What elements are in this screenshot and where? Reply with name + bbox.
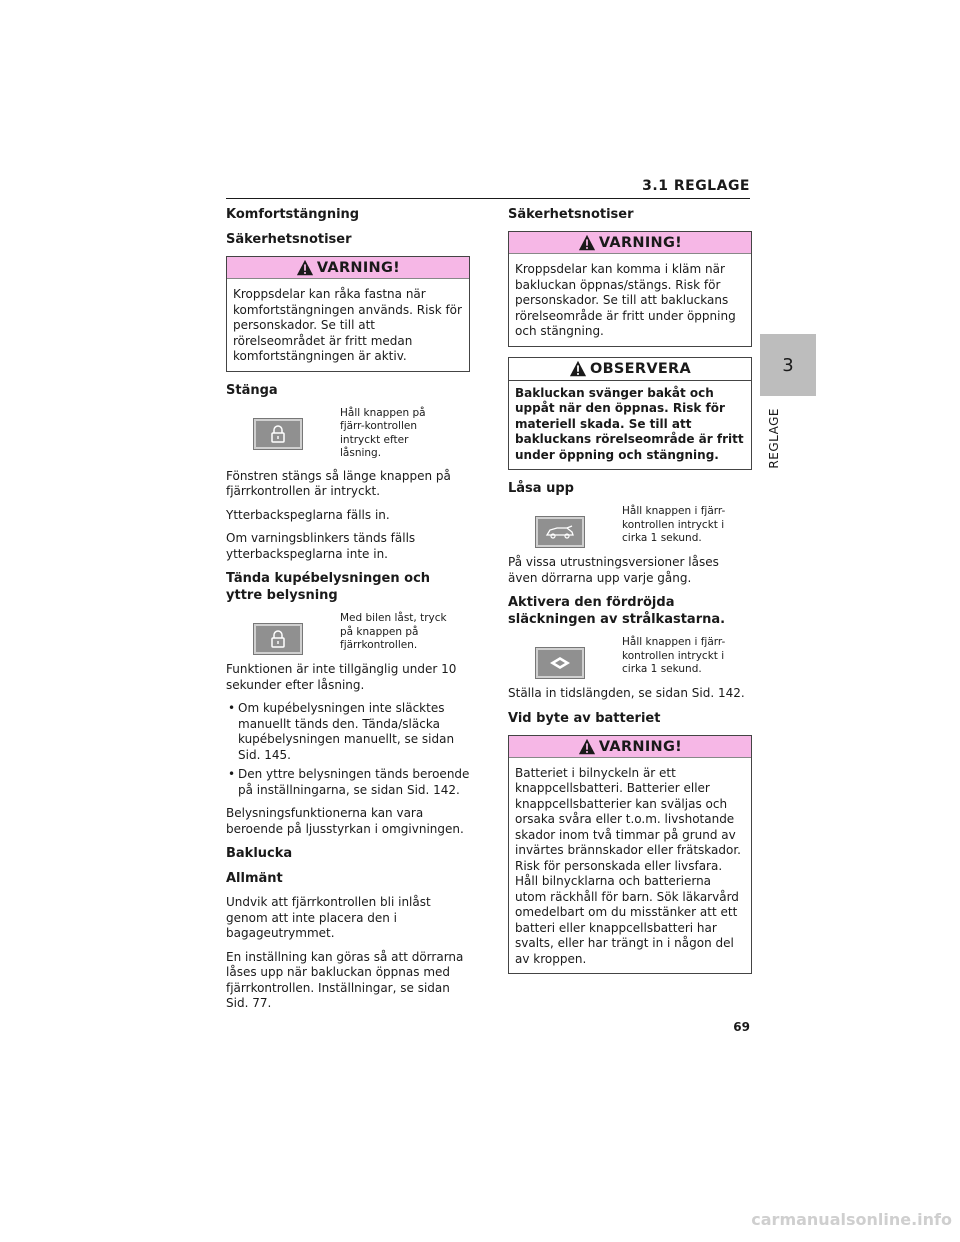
warning-text: Kroppsdelar kan komma i kläm när bakluckan öppnas/stängs. Risk för personskador. Se till att bakluckans rörelseområde är fritt under öppning och stängning.: [515, 262, 736, 338]
warning-box: [508, 735, 752, 975]
key-instruction-text: Med bilen låst, tryck på knappen på fjärrkontrollen.: [340, 612, 447, 651]
lock-key: [254, 624, 302, 654]
lock-icon: [270, 425, 286, 443]
chapter-label-text: REGLAGE: [767, 407, 781, 469]
lock-icon: [270, 630, 286, 648]
heading-sakerhetsnotiser: Säkerhetsnotiser: [226, 232, 352, 247]
key-instruction-text: Håll knappen i fjärr-kontrollen intryckt i cirka 1 sekund.: [622, 505, 726, 544]
heading-sakerhetsnotiser: Säkerhetsnotiser: [508, 207, 634, 222]
paragraph: Ställa in tidslängden, se sidan Sid. 142.: [508, 686, 745, 700]
heading-allmant: Allmänt: [226, 871, 283, 886]
trunk-key: [536, 517, 584, 547]
section-header: 3.1 REGLAGE: [226, 178, 750, 199]
list-item: • Den yttre belysningen tänds beroende på inställningarna, se sidan Sid. 142.: [226, 767, 470, 798]
page-number: 69: [733, 1020, 750, 1034]
key-instruction: [508, 505, 752, 547]
heading-tanda-belysning: Tända kupébelysningen och yttre belysning: [226, 571, 431, 603]
light-diamond-icon: [549, 656, 571, 670]
left-column: [226, 206, 470, 1020]
notice-title: OBSERVERA: [589, 360, 692, 377]
warning-triangle-icon: [578, 234, 596, 252]
lock-key: [254, 419, 302, 449]
paragraph: Om varningsblinkers tänds fälls ytterbackspeglarna inte in.: [226, 531, 416, 561]
warning-triangle-icon: [569, 360, 587, 378]
paragraph: På vissa utrustningsversioner låses även dörrarna upp varje gång.: [508, 555, 719, 585]
notice-header: [509, 358, 751, 381]
list-item: • Om kupébelysningen inte släcktes manuellt tänds den. Tända/släcka kupébelysningen manuellt, se sidan Sid. 145.: [226, 701, 470, 763]
heading-baklucka: Baklucka: [226, 846, 293, 861]
right-column: [508, 206, 752, 984]
paragraph: En inställning kan göras så att dörrarna låses upp när bakluckan öppnas med fjärrkontrollen. Inställningar, se sidan Sid. 77.: [226, 949, 464, 1010]
warning-title: VARNING!: [598, 738, 683, 755]
paragraph: Ytterbackspeglarna fälls in.: [226, 507, 390, 522]
warning-title: VARNING!: [316, 260, 401, 276]
heading-komfortstangning: Komfortstängning: [226, 207, 360, 222]
heading-batteri: Vid byte av batteriet: [508, 710, 661, 726]
chapter-tab: [760, 334, 816, 396]
notice-text: Bakluckan svänger bakåt och uppåt när den öppnas. Risk för materiell skada. Se till att bakluckans rörelseområde är fritt under öppning och stängning.: [515, 385, 744, 462]
car-trunk-icon: [545, 525, 575, 539]
warning-header: [227, 257, 469, 282]
warning-box: [226, 256, 470, 372]
paragraph: Fönstren stängs så länge knappen på fjärrkontrollen är intryckt.: [226, 468, 451, 498]
warning-header: [509, 736, 751, 761]
key-instruction: [226, 612, 470, 654]
warning-title: VARNING!: [598, 235, 683, 251]
warning-text: Kroppsdelar kan råka fastna när komfortstängningen används. Risk för personskador. Se till att rörelseområdet är fritt medan komfortstängningen är aktiv.: [233, 287, 462, 363]
key-instruction-text: Håll knappen i fjärr-kontrollen intryckt i cirka 1 sekund.: [622, 636, 726, 675]
warning-triangle-icon: [296, 259, 314, 277]
chapter-number: 3: [782, 354, 794, 376]
paragraph: Funktionen är inte tillgänglig under 10 sekunder efter låsning.: [226, 662, 457, 692]
paragraph: Undvik att fjärrkontrollen bli inlåst genom att inte placera den i bagageutrymmet.: [226, 895, 431, 940]
notice-box: [508, 357, 752, 471]
key-instruction: [508, 636, 752, 678]
warning-triangle-icon: [578, 738, 596, 756]
chapter-label: [760, 406, 788, 470]
lights-key: [536, 648, 584, 678]
heading-stanga: Stänga: [226, 382, 278, 398]
warning-text: Batteriet i bilnyckeln är ett knappcellsbatteri. Batterier eller knappcellsbatterier kan sväljas och orsaka svåra eller t.o.m. livshotande skador inom två timmar på grund av invärtes brännskador eller frätskador. Risk för personskada eller livsfara. Håll bilnycklarna och batterierna utom räckhåll för barn. Sök läkarvård omedelbart om du misstänker att ett batteri eller knappcellsbatteri har svalts, eller har trängt in i någon del av kroppen.: [515, 765, 741, 966]
warning-box: [508, 231, 752, 347]
key-instruction: [226, 407, 470, 461]
heading-lasa-upp: Låsa upp: [508, 481, 574, 496]
watermark: carmanualsonline.info: [751, 1210, 952, 1229]
bullet-list: [226, 701, 470, 798]
warning-header: [509, 232, 751, 257]
key-instruction-text: Håll knappen på fjärr-kontrollen intryckt efter låsning.: [340, 406, 426, 459]
paragraph: Belysningsfunktionerna kan vara beroende på ljusstyrkan i omgivningen.: [226, 806, 464, 836]
heading-aktivera: Aktivera den fördröjda släckningen av strålkastarna.: [508, 595, 726, 627]
